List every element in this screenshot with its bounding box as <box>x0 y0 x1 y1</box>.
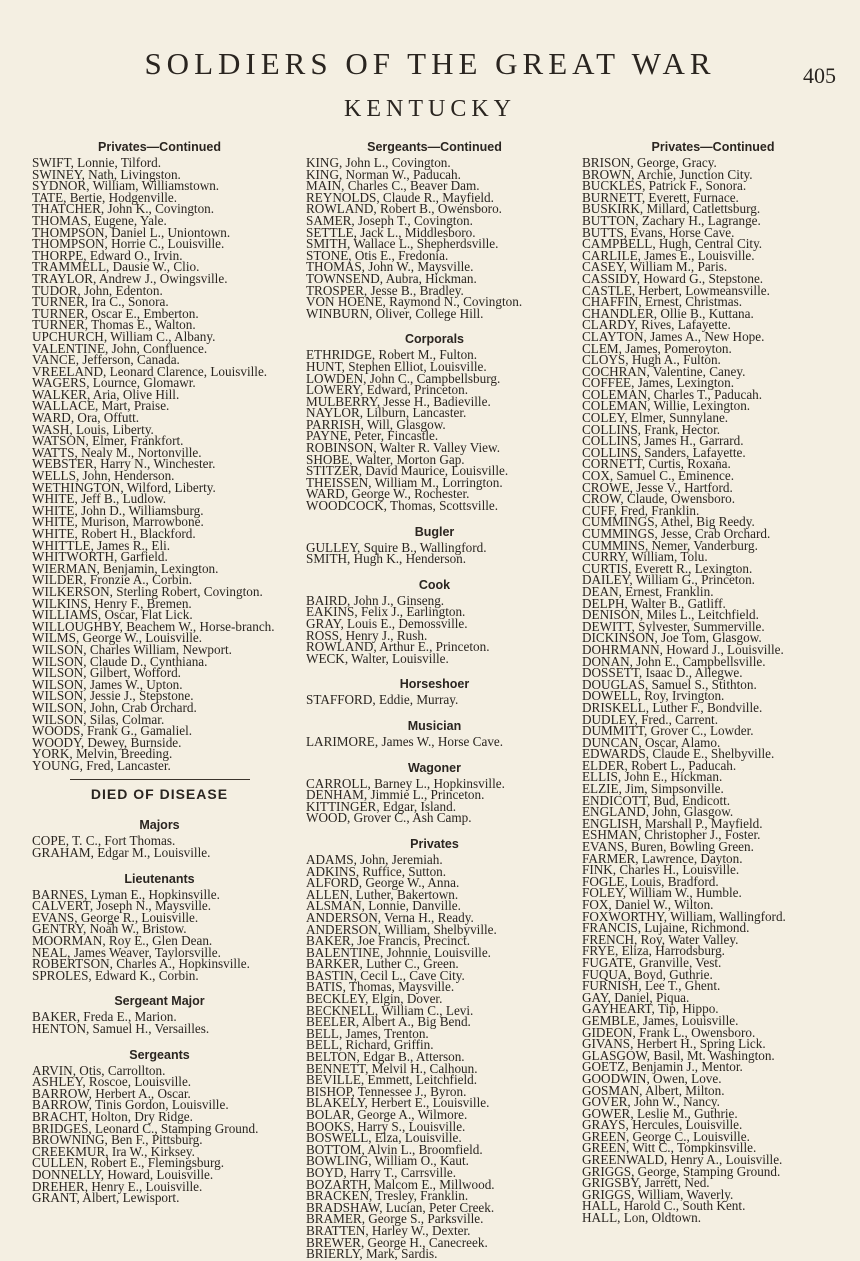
roster-entry: ADAMS, John, Jeremiah. <box>306 851 443 867</box>
section-heading-sergeants: Sergeants <box>129 1047 190 1062</box>
roster-entry: PARRISH, Will, Glasgow. <box>306 416 446 432</box>
roster-entry: KING, Norman W., Paducah. <box>306 166 461 182</box>
roster-entry: PAYNE, Peter, Fincastle. <box>306 428 439 444</box>
roster-entry: ANDERSON, William, Shelbyville. <box>306 921 497 937</box>
roster-entry: SYDNOR, William, Williamstown. <box>32 178 220 194</box>
roster-entry: BISHOP, Tennessee J., Byron. <box>306 1083 467 1099</box>
roster-entry: GOVER, John W., Nancy. <box>582 1094 720 1110</box>
roster-entry: WHITE, John D., Williamsburg. <box>32 502 204 518</box>
roster-entry: ENGLISH, Marshall P., Mayfield. <box>582 815 763 831</box>
roster-entry: GRAYS, Hercules, Louisville. <box>582 1117 743 1133</box>
roster-entry: GEMBLE, James, Louisville. <box>582 1012 739 1028</box>
roster-entry: WOODS, Frank G., Gamaliel. <box>32 723 193 739</box>
roster-entry: FOGLE, Louis, Bradford. <box>582 873 719 889</box>
roster-entry: FUQUA, Boyd, Guthrie. <box>582 966 713 982</box>
section-heading-privates-continued: Privates—Continued <box>98 140 221 154</box>
column-1 <box>32 134 287 1204</box>
roster-entry: BAKER, Freda E., Marion. <box>32 1009 177 1025</box>
roster-entry: SMITH, Hugh K., Henderson. <box>306 551 467 567</box>
roster-entry: WASH, Louis, Liberty. <box>32 421 154 437</box>
roster-entry: BOSWELL, Elza, Louisville. <box>306 1130 462 1146</box>
roster-entry: MAIN, Charles C., Beaver Dam. <box>306 178 480 194</box>
roster-entry: BOOKS, Harry S., Louisville. <box>306 1118 466 1134</box>
roster-entry: VREELAND, Leonard Clarence, Louisville. <box>32 363 268 379</box>
roster-entry: WILSON, Jessie J., Stepstone. <box>32 688 194 704</box>
roster-entry: CALVERT, Joseph N., Maysville. <box>32 898 212 914</box>
roster-entry: BLAKELY, Herbert E., Louisville. <box>306 1095 490 1111</box>
roster-entry: WILDER, Fronzie A., Corbin. <box>32 572 193 588</box>
roster-entry: ADKINS, Ruffice, Sutton. <box>306 863 447 879</box>
roster-entry: CREEKMUR, Ira W., Kirksey. <box>32 1143 195 1159</box>
roster-entry: DENHAM, Jimmie L., Princeton. <box>306 787 485 803</box>
roster-entry: WIERMAN, Benjamin, Lexington. <box>32 560 219 576</box>
roster-entry: DRISKELL, Luther F., Bondville. <box>582 699 763 715</box>
roster-entry: WILSON, Claude D., Cynthiana. <box>32 653 208 669</box>
section-gap <box>32 805 287 812</box>
roster-entry: TRAYLOR, Andrew J., Owingsville. <box>32 270 228 286</box>
roster-entry: NEAL, James Weaver, Taylorsville. <box>32 944 221 960</box>
roster-entry: GAYHEART, Tip, Hippo. <box>582 1001 719 1017</box>
roster-entry: COFFEE, James, Lexington. <box>582 375 735 391</box>
roster-entry: ALSMAN, Lonnie, Danville. <box>306 898 461 914</box>
roster-entry: BECKLEY, Elgin, Dover. <box>306 991 443 1007</box>
roster-entry: WINBURN, Oliver, College Hill. <box>306 305 484 321</box>
roster-entry: ETHRIDGE, Robert M., Fulton. <box>306 347 478 363</box>
roster-entry: TURNER, Oscar E., Emberton. <box>32 305 199 321</box>
roster-entry: FUGATE, Granville, Vest. <box>582 954 722 970</box>
roster-entry: EVANS, George R., Louisville. <box>32 909 199 925</box>
roster-entry: BREWER, George H., Canecreek. <box>306 1234 488 1250</box>
roster-entry: BOYD, Harry T., Carrsville. <box>306 1164 457 1180</box>
roster-entry: LOWERY, Edward, Princeton. <box>306 382 469 398</box>
roster-entry: HALL, Harold C., South Kent. <box>582 1198 746 1214</box>
roster-entry: CORNETT, Curtis, Roxana. <box>582 456 731 472</box>
roster-entry: COX, Samuel C., Eminence. <box>582 468 734 484</box>
roster-entry: BRACHT, Holton, Dry Ridge. <box>32 1108 193 1124</box>
roster-entry: REYNOLDS, Claude R., Mayfield. <box>306 189 494 205</box>
roster-entry: CHANDLER, Ollie B., Kuttana. <box>582 305 754 321</box>
roster-entry: WILSON, Charles William, Newport. <box>32 641 232 657</box>
roster-entry: WILLOUGHBY, Beachem W., Horse-branch. <box>32 618 275 634</box>
roster-entry: SHOBE, Walter, Morton Gap. <box>306 451 465 467</box>
roster-entry: WELLS, John, Henderson. <box>32 468 175 484</box>
roster-entry: WOOD, Grover C., Ash Camp. <box>306 810 472 826</box>
roster-entry: CASSIDY, Howard G., Stepstone. <box>582 270 764 286</box>
roster-entry: BOZARTH, Malcom E., Millwood. <box>306 1176 495 1192</box>
roster-entry: DICKINSON, Joe Tom, Glasgow. <box>582 630 762 646</box>
section-heading-privates-continued: Privates—Continued <box>651 140 775 154</box>
roster-entry: BRIERLY, Mark, Sardis. <box>306 1246 438 1261</box>
roster-entry: COPE, T. C., Fort Thomas. <box>32 833 176 849</box>
roster-entry: GOSMAN, Albert, Milton. <box>582 1082 725 1098</box>
roster-entry: FARMER, Lawrence, Dayton. <box>582 850 743 866</box>
roster-entry: DUMMITT, Grover C., Lowder. <box>582 723 754 739</box>
roster-entry: SWINEY, Nath, Livingston. <box>32 166 181 182</box>
roster-entry: GOODWIN, Owen, Love. <box>582 1070 722 1086</box>
roster-entry: BRATTEN, Harley W., Dexter. <box>306 1222 471 1238</box>
roster-entry: THOMAS, Eugene, Yale. <box>32 212 167 228</box>
roster-entry: WHITE, Jeff B., Ludlow. <box>32 491 167 507</box>
roster-entry: GRIGGS, William, Waverly. <box>582 1186 734 1202</box>
roster-entry: TROSPER, Jesse B., Bradley. <box>306 282 464 298</box>
roster-entry: BUSKIRK, Millard, Catlettsburg. <box>582 201 761 217</box>
roster-entry: BELL, James, Trenton. <box>306 1025 429 1041</box>
roster-entry: DEAN, Ernest, Franklin. <box>582 583 714 599</box>
roster-entry: TURNER, Thomas E., Walton. <box>32 317 196 333</box>
roster-entry: CARLILE, James E., Louisville. <box>582 247 755 263</box>
roster-entry: HUNT, Stephen Elliot, Louisville. <box>306 358 487 374</box>
roster-entry: WETHINGTON, Wilford, Liberty. <box>32 479 216 495</box>
page-number: 405 <box>803 63 836 88</box>
roster-entry: THOMPSON, Horrie C., Louisville. <box>32 236 225 252</box>
roster-entry: HALL, Lon, Oldtown. <box>582 1210 702 1226</box>
roster-entry: BRAMER, George S., Parksville. <box>306 1211 484 1227</box>
roster-entry: KING, John L., Covington. <box>306 155 451 170</box>
roster-entry: WILSON, James W., Upton. <box>32 676 183 692</box>
roster-entry: CAMPBELL, Hugh, Central City. <box>582 236 763 252</box>
roster-entry: WHITTLE, James R., Eli. <box>32 537 171 553</box>
roster-entry: EDWARDS, Claude E., Shelbyville. <box>582 746 775 762</box>
section-heading-horseshoer: Horseshoer <box>399 677 470 692</box>
roster-entry: ROBERTSON, Charles A., Hopkinsville. <box>32 956 250 972</box>
roster-entry: DONNELLY, Howard, Louisville. <box>32 1166 214 1182</box>
roster-entry: BELL, Richard, Griffin. <box>306 1037 434 1053</box>
roster-entry: WILSON, Silas, Colmar. <box>32 711 165 727</box>
roster-entry: BURNETT, Everett, Furnace. <box>582 189 739 205</box>
roster-entry: BENNETT, Melvil H., Calhoun. <box>306 1060 478 1076</box>
section-heading-bugler: Bugler <box>414 524 455 539</box>
roster-entry: ENGLAND, John, Glasgow. <box>582 804 734 820</box>
roster-entry: WILSON, John, Crab Orchard. <box>32 699 197 715</box>
roster-entry: COLLINS, Sanders, Lafayette. <box>582 444 746 460</box>
roster-entry: BUCKLES, Patrick F., Sonora. <box>582 178 747 194</box>
roster-entry: GIVANS, Herbert H., Spring Lick. <box>582 1036 766 1052</box>
roster-entry: DREHER, Henry E., Louisville. <box>32 1178 203 1194</box>
roster-entry: THORPE, Edward O., Irvin. <box>32 247 183 263</box>
roster-entry: KITTINGER, Edgar, Island. <box>306 798 456 814</box>
roster-entry: THOMAS, John W., Maysville. <box>306 259 474 275</box>
roster-entry: ALLEN, Luther, Bakertown. <box>306 886 459 902</box>
roster-entry: SMITH, Wallace L., Shepherdsville. <box>306 236 499 252</box>
roster-entry: ROSS, Henry J., Rush. <box>306 627 428 643</box>
roster-entry: THOMPSON, Daniel L., Uniontown. <box>32 224 231 240</box>
roster-entry: WATTS, Nealy M., Nortonville. <box>32 444 202 460</box>
roster-entry: GREENWALD, Henry A., Louisville. <box>582 1152 783 1168</box>
roster-entry: STAFFORD, Eddie, Murray. <box>306 692 459 708</box>
roster-entry: WARD, Ora, Offutt. <box>32 410 140 426</box>
section-gap <box>306 706 563 713</box>
roster-entry: CROWE, Jesse V., Hartford. <box>582 479 733 495</box>
roster-entry: FOX, Daniel W., Wilton. <box>582 897 714 912</box>
roster-entry: DUDLEY, Fred., Carrent. <box>582 711 719 727</box>
roster-entry: ENDICOTT, Bud, Endicott. <box>582 792 731 808</box>
roster-entry: WECK, Walter, Louisville. <box>306 650 449 666</box>
roster-entry: FOXWORTHY, William, Wallingford. <box>582 908 786 924</box>
roster-entry: LARIMORE, James W., Horse Cave. <box>306 733 504 749</box>
roster-entry: GREEN, George C., Louisville. <box>582 1128 750 1144</box>
roster-entry: CHAFFIN, Ernest, Christmas. <box>582 294 743 310</box>
roster-entry: BUTTON, Zachary H., Lagrange. <box>582 212 761 228</box>
roster-entry: TOWNSEND, Aubra, Hickman. <box>306 270 477 286</box>
roster-entry: BRIDGES, Leonard C., Stamping Ground. <box>32 1120 259 1136</box>
roster-entry: GRIGSBY, Jarrett, Ned. <box>582 1175 710 1191</box>
roster-entry: BELTON, Edgar B., Atterson. <box>306 1049 465 1065</box>
roster-entry: HENTON, Samuel H., Versailles. <box>32 1021 210 1036</box>
roster-entry: WALKER, Aria, Olive Hill. <box>32 386 180 402</box>
roster-entry: VANCE, Jefferson, Canada. <box>32 352 180 368</box>
roster-entry: BARROW, Tinis Gordon, Louisville. <box>32 1097 229 1113</box>
roster-entry: BECKNELL, William C., Levi. <box>306 1002 474 1018</box>
roster-entry: DOUGLAS, Samuel S., Stithton. <box>582 676 757 692</box>
roster-entry: BROWNING, Ben F., Pittsburg. <box>32 1132 203 1148</box>
roster-entry: BAKER, Joe Francis, Precinct. <box>306 933 471 949</box>
roster-entry: ALFORD, George W., Anna. <box>306 875 460 891</box>
section-heading-wagoner: Wagoner <box>407 760 461 775</box>
roster-entry: FINK, Charles H., Louisville. <box>582 862 740 878</box>
roster-entry: YOUNG, Fred, Lancaster. <box>32 757 171 773</box>
roster-entry: COLLINS, Frank, Hector. <box>582 421 721 437</box>
roster-entry: NAYLOR, Lilburn, Lancaster. <box>306 405 467 421</box>
roster-entry: ELDER, Robert L., Paducah. <box>582 757 737 773</box>
roster-entry: VON HOENE, Raymond N., Covington. <box>306 294 523 310</box>
roster-entry: BUTTS, Evans, Horse Cave. <box>582 224 735 240</box>
roster-entry: TURNER, Ira C., Sonora. <box>32 294 169 310</box>
roster-entry: WOODY, Dewey, Burnside. <box>32 734 182 750</box>
roster-entry: BRADSHAW, Lucian, Peter Creek. <box>306 1199 495 1215</box>
roster-entry: VALENTINE, John, Confluence. <box>32 340 208 356</box>
roster-entry: ESHMAN, Christopher J., Foster. <box>582 827 761 843</box>
roster-entry: WHITE, Murison, Marrowbone. <box>32 514 204 530</box>
roster-entry: ROWLAND, Robert B., Owensboro. <box>306 201 502 217</box>
roster-entry: DONAN, John E., Campbellsville. <box>582 653 766 669</box>
column-3 <box>582 134 844 1224</box>
roster-entry: DOWELL, Roy, Irvington. <box>582 688 725 704</box>
roster-entry: BOWLING, William O., Kaut. <box>306 1153 469 1169</box>
roster-entry: DEWITT, Sylvester, Summerville. <box>582 618 765 634</box>
roster-entry: GRAY, Louis E., Demossville. <box>306 616 468 631</box>
roster-entry: CLEM, James, Pomeroyton. <box>582 340 732 356</box>
section-heading-lieutenants: Lieutenants <box>124 871 195 886</box>
roster-entry: DUNCAN, Oscar, Alamo. <box>582 734 721 750</box>
roster-entry: CROW, Claude, Owensboro. <box>582 491 735 507</box>
roster-entry: FRYE, Eliza, Harrodsburg. <box>582 943 725 959</box>
roster-entry: ELZIE, Jim, Simpsonville. <box>582 781 724 797</box>
roster-entry: WATSON, Elmer, Frankfort. <box>32 433 184 449</box>
column-2 <box>306 134 563 1260</box>
roster-entry: TRAMMELL, Dausie W., Clio. <box>32 259 200 275</box>
roster-entry: COCHRAN, Valentine, Caney. <box>582 363 746 379</box>
roster-entry: WEBSTER, Harry N., Winchester. <box>32 456 216 472</box>
roster-entry: SPROLES, Edward K., Corbin. <box>32 967 199 983</box>
roster-entry: BARROW, Herbert A., Oscar. <box>32 1085 191 1101</box>
roster-entry: WOODCOCK, Thomas, Scottsville. <box>306 498 499 514</box>
section-divider <box>70 779 250 780</box>
roster-entry: BALENTINE, Johnnie, Louisville. <box>306 944 491 960</box>
roster-entry: SAMER, Joseph T., Covington. <box>306 212 473 228</box>
section-heading-sergeants-continued: Sergeants—Continued <box>367 140 502 154</box>
roster-entry: GULLEY, Squire B., Wallingford. <box>306 539 487 555</box>
roster-entry: EVANS, Buren, Bowling Green. <box>582 839 754 855</box>
roster-entry: MOORMAN, Roy E., Glen Dean. <box>32 933 213 949</box>
section-heading-privates: Privates <box>410 836 459 851</box>
roster-entry: BARNES, Lyman E., Hopkinsville. <box>32 886 220 902</box>
roster-entry: CLOYS, Hugh A., Fulton. <box>582 352 721 368</box>
roster-entry: ELLIS, John E., Hickman. <box>582 769 723 785</box>
roster-entry: CASTLE, Herbert, Lowmeansville. <box>582 282 770 298</box>
roster-entry: COLEMAN, Willie, Lexington. <box>582 398 751 414</box>
roster-entry: BEVILLE, Emmett, Leitchfield. <box>306 1072 478 1088</box>
roster-entry: GRIGGS, George, Stamping Ground. <box>582 1163 781 1179</box>
roster-entry: DELPH, Walter B., Gatliff. <box>582 595 726 611</box>
roster-entry: CUMMINGS, Jesse, Crab Orchard. <box>582 526 771 541</box>
roster-entry: SETTLE, Jack L., Middlesboro. <box>306 224 476 240</box>
roster-entry: FRANCIS, Lujaine, Richmond. <box>582 920 750 936</box>
roster-entry: DOHRMANN, Howard J., Louisville. <box>582 641 784 657</box>
roster-entry: WILKINS, Henry F., Bremen. <box>32 595 192 611</box>
roster-entry: ARVIN, Otis, Carrollton. <box>32 1062 166 1078</box>
roster-entry: CURTIS, Everett R., Lexington. <box>582 560 753 576</box>
roster-entry: TATE, Bertie, Hodgenville. <box>32 189 178 205</box>
roster-entry: DAILEY, William G., Princeton. <box>582 572 755 588</box>
roster-entry: ROWLAND, Arthur E., Princeton. <box>306 639 490 655</box>
roster-entry: ROBINSON, Walter R. Valley View. <box>306 440 500 456</box>
roster-entry: GREEN, Witt C., Tompkinsville. <box>582 1140 757 1156</box>
roster-entry: GOETZ, Benjamin J., Mentor. <box>582 1059 743 1075</box>
roster-entry: WILMS, George W., Louisville. <box>32 630 203 646</box>
section-heading-musician: Musician <box>407 718 462 733</box>
roster-entry: CUMMINGS, Athel, Big Reedy. <box>582 514 755 530</box>
roster-entry: BRACKEN, Tresley, Franklin. <box>306 1188 469 1204</box>
roster-entry: WALLACE, Mart, Praise. <box>32 398 170 414</box>
roster-entry: BASTIN, Cecil L., Cave City. <box>306 967 465 983</box>
roster-entry: BEELER, Albert A., Big Bend. <box>306 1014 471 1030</box>
roster-entry: EAKINS, Felix J., Earlington. <box>306 604 466 620</box>
roster-entry: COLLINS, James H., Garrard. <box>582 433 744 449</box>
roster-entry: BRISON, George, Gracy. <box>582 155 717 170</box>
roster-entry: GRANT, Albert, Lewisport. <box>32 1190 180 1206</box>
roster-entry: THATCHER, John K., Covington. <box>32 201 215 217</box>
roster-entry: CURRY, William, Tolu. <box>582 549 708 565</box>
roster-entry: THEISSEN, William M., Lorrington. <box>306 474 503 490</box>
roster-entry: FRENCH, Roy, Water Valley. <box>582 931 739 947</box>
roster-entry: CULLEN, Robert E., Flemingsburg. <box>32 1155 225 1171</box>
roster-entry: MULBERRY, Jesse H., Badieville. <box>306 393 491 409</box>
roster-entry: BOLAR, George A., Wilmore. <box>306 1107 468 1122</box>
roster-entry: GENTRY, Noah W., Bristow. <box>32 921 187 937</box>
section-heading-cook: Cook <box>418 577 451 592</box>
state-heading: KENTUCKY <box>344 96 516 122</box>
section-heading-majors: Majors <box>139 818 180 833</box>
running-title: SOLDIERS OF THE GREAT WAR <box>144 46 716 81</box>
roster-entry: CLARDY, Rives, Lafayette. <box>582 317 731 333</box>
roster-entry: WILLIAMS, Oscar, Flat Lick. <box>32 607 193 623</box>
roster-entry: LOWDEN, John C., Campbellsburg. <box>306 370 501 386</box>
roster-entry: FOLEY, William W., Humble. <box>582 885 742 901</box>
roster-entry: GRAHAM, Edgar M., Louisville. <box>32 845 211 861</box>
roster-entry: BROWN, Archie, Junction City. <box>582 166 753 182</box>
roster-entry: CARROLL, Barney L., Hopkinsville. <box>306 775 505 791</box>
roster-entry: YORK, Melvin, Breeding. <box>32 746 173 762</box>
roster-entry: ANDERSON, Verna H., Ready. <box>306 909 474 925</box>
section-heading-died-of-disease: DIED OF DISEASE <box>90 786 229 803</box>
roster-entry: CASEY, William M., Paris. <box>582 259 728 275</box>
roster-entry: DENISON, Miles L., Leitchfield. <box>582 607 759 623</box>
roster-entry: GLASGOW, Basil, Mt. Washington. <box>582 1047 775 1063</box>
roster-entry: ASHLEY, Roscoe, Louisville. <box>32 1074 192 1090</box>
roster-entry: WAGERS, Lournce, Glomawr. <box>32 375 196 391</box>
roster-entry: BATIS, Thomas, Maysville. <box>306 979 455 995</box>
roster-entry: WHITE, Robert H., Blackford. <box>32 526 196 541</box>
section-heading-corporals: Corporals <box>404 332 465 347</box>
section-heading-sergeant-major: Sergeant Major <box>114 994 205 1009</box>
roster-entry: GAY, Daniel, Piqua. <box>582 989 690 1005</box>
roster-entry: CLAYTON, James A., New Hope. <box>582 328 765 344</box>
roster-entry: COLEMAN, Charles T., Paducah. <box>582 386 763 402</box>
roster-entry: GIDEON, Frank L., Owensboro. <box>582 1024 756 1040</box>
roster-entry: WARD, George W., Rochester. <box>306 486 470 502</box>
roster-entry: CUMMINS, Nemer, Vanderburg. <box>582 537 758 553</box>
roster-entry: SWIFT, Lonnie, Tilford. <box>32 155 162 170</box>
roster-entry: GOWER, Leslie M., Guthrie. <box>582 1105 738 1121</box>
roster-entry: TUDOR, John, Edenton. <box>32 282 163 298</box>
roster-entry: BOTTOM, Alvin L., Broomfield. <box>306 1141 483 1157</box>
roster-entry: WILKERSON, Sterling Robert, Covington. <box>32 583 263 599</box>
roster-entry: DOSSETT, Isaac D., Allegwe. <box>582 665 743 681</box>
roster-entry: COLEY, Elmer, Sunnylane. <box>582 410 729 426</box>
roster-entry: CUFF, Fred, Franklin. <box>582 502 700 518</box>
roster-entry: STITZER, David Maurice, Louisville. <box>306 463 509 479</box>
roster-entry: STONE, Otis E., Fredonia. <box>306 247 449 263</box>
roster-entry: FURNISH, Lee T., Ghent. <box>582 978 721 994</box>
roster-entry: BARKER, Luther C., Green. <box>306 956 459 972</box>
roster-entry: BAIRD, John J., Ginseng. <box>306 592 445 608</box>
roster-entry: WILSON, Gilbert, Wofford. <box>32 665 181 681</box>
roster-entry: UPCHURCH, William C., Albany. <box>32 328 216 344</box>
roster-entry: WHITWORTH, Garfield. <box>32 549 168 565</box>
